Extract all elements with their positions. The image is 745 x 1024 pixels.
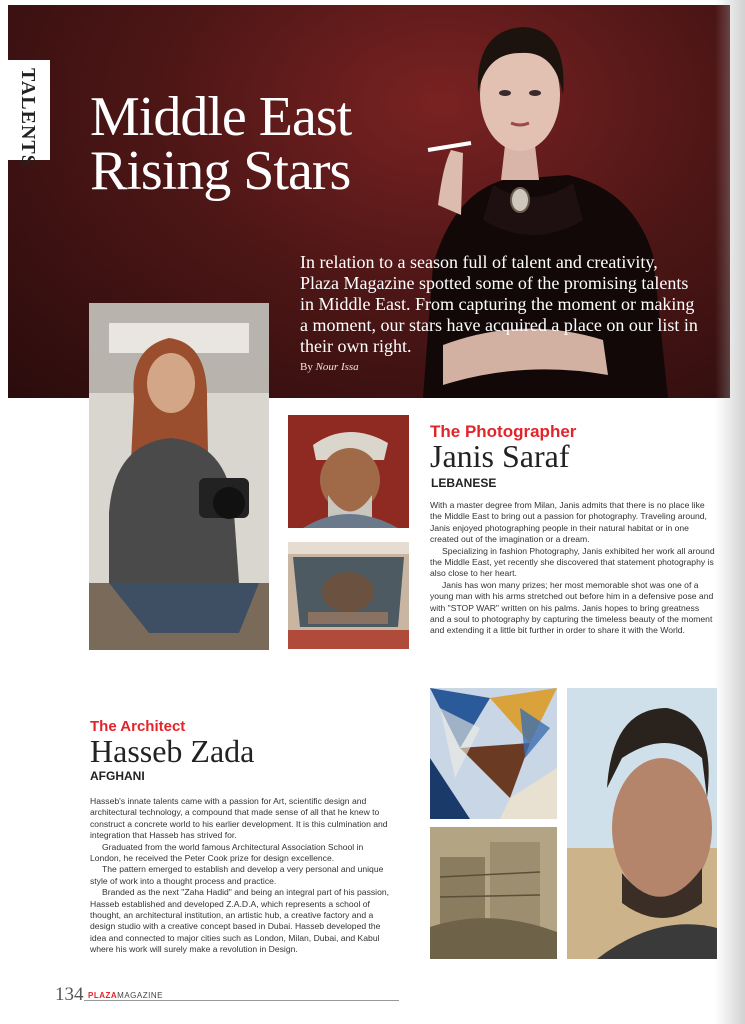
photographer-name: Janis Saraf xyxy=(430,438,570,474)
architect-bio-paragraph: Branded as the next "Zaha Hadid" and being an integral part of his passion, Hasseb established and developed Z.A.D.A, which represents a school of thought, an architectural institution, an artistic hub, a creative factory and a design studio with a creative concept based in Dubai. Hasseb developed the idea and connected to major cities such as London, Milan, Dubai, and Kabul where his work will surely make a revolution in Design. xyxy=(90,887,390,955)
photographer-bio xyxy=(430,500,715,637)
byline-prefix: By xyxy=(300,361,313,373)
architect-bio-paragraph: Hasseb's innate talents came with a passion for Art, scientific design and architectural technology, a compound that made sense of all that he knew to construct a concrete world to his earlier development. It is this culmination and integration that Hasseb has strived for. xyxy=(90,796,388,841)
page-number: 134 xyxy=(55,984,84,1005)
old-man-photo xyxy=(288,415,409,528)
architect-portrait xyxy=(567,688,717,959)
photographer-portrait xyxy=(89,303,269,650)
magazine-name-part1: PLAZA xyxy=(88,991,118,1000)
section-tab-label: TALENTS xyxy=(17,68,39,167)
photographer-bio-paragraph: Specializing in fashion Photography, Janis exhibited her work all around the Middle East, yet recently she discovered that statement photography is also close to her heart. xyxy=(430,545,715,579)
abstract-art-photo xyxy=(430,688,557,819)
architect-role: The Architect xyxy=(90,718,186,735)
photographer-role: The Photographer xyxy=(430,422,577,441)
page-curl-shadow xyxy=(715,0,745,1024)
photographer-bio-paragraph: Janis has won many prizes; her most memorable shot was one of a young man with his arms stretched out before him in a defensive pose and with "STOP WAR" written on his palms. Janis hopes to bring greatness and a soul to photography by capturing the timeless beauty of the moment and extending it a little bit further in order to share it with the World. xyxy=(430,579,714,636)
architecture-sketch-photo xyxy=(430,827,557,959)
architect-name: Hasseb Zada xyxy=(90,733,255,769)
architect-nationality: AFGHANI xyxy=(90,769,145,783)
car-scene-photo xyxy=(288,542,409,649)
magazine-name-part2: MAGAZINE xyxy=(117,991,163,1000)
page-title xyxy=(90,86,352,202)
byline xyxy=(300,361,359,373)
section-tab xyxy=(8,60,50,167)
byline-author: Nour Issa xyxy=(315,361,359,373)
architect-bio-paragraph: The pattern emerged to establish and develop a very personal and unique style of work into a thought process and practice. xyxy=(90,864,384,886)
title-line-1: Middle East xyxy=(90,86,352,148)
architect-bio-paragraph: Graduated from the world famous Architectural Association School in London, he received the Peter Cook prize for design excellence. xyxy=(90,841,364,864)
architect-bio xyxy=(90,796,395,956)
photographer-bio-paragraph: With a master degree from Milan, Janis admits that there is no place like the Middle East to bring out a passion for photography. Traveling around, Janis enjoyed photographing people in their natural habitat or in one created out of the imagination or a dream. xyxy=(430,500,707,545)
intro-paragraph: In relation to a season full of talent and creativity, Plaza Magazine spotted some of the promising talents in Middle East. From capturing the moment or making a moment, our stars have acquired a place on our list in their own right. xyxy=(300,252,698,356)
title-line-2: Rising Stars xyxy=(90,140,351,202)
footer-rule xyxy=(84,1000,399,1001)
photographer-nationality: LEBANESE xyxy=(431,476,497,490)
magazine-name xyxy=(88,991,163,1000)
